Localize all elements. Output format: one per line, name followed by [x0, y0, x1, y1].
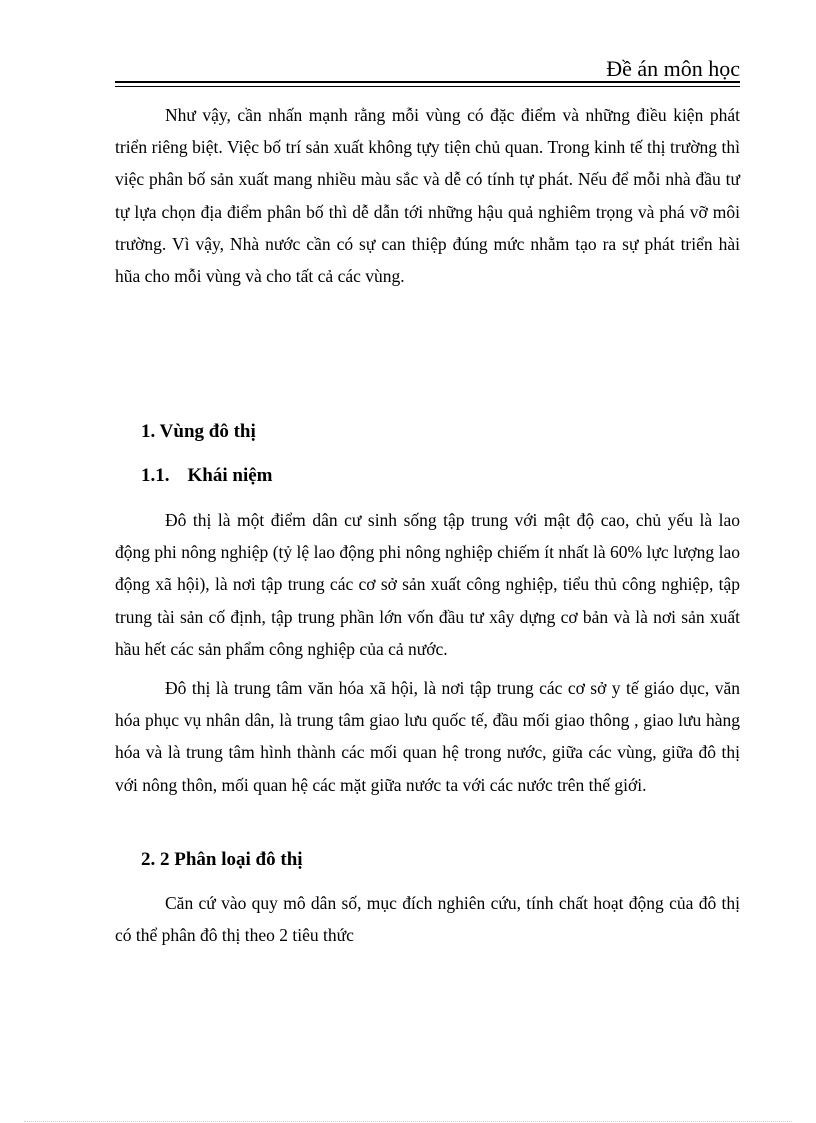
- header-rule-thick: [115, 81, 740, 83]
- paragraph-classification: Căn cứ vào quy mô dân số, mục đích nghiên cứu, tính chất hoạt động của đô thị có thể phân đô thị theo 2 tiêu thức: [115, 893, 740, 946]
- header-title: Đề án môn học: [606, 56, 740, 81]
- paragraph-intro: Như vậy, cần nhấn mạnh rằng mỗi vùng có đặc điểm và những điều kiện phát triển riêng biệt. Việc bố trí sản xuất không tựy tiện chủ quan. Trong kinh tế thị trường thì việc phân bố sản xuất mang nhiều màu sắc và dễ có tính tự phát. Nếu để mỗi nhà đầu tư tự lựa chọn địa điểm phân bố thì dễ dẫn tới những hậu quả nghiêm trọng và phá vỡ môi trường. Vì vậy, Nhà nước cần có sự can thiệp đúng mức nhằm tạo ra sự phát triển hài hũa cho mỗi vùng và cho tất cả các vùng.: [115, 105, 740, 287]
- header-rule-thin: [115, 86, 740, 87]
- paragraph-definition-1: Đô thị là một điểm dân cư sinh sống tập trung với mật độ cao, chủ yếu là lao động phi nông nghiệp (tỷ lệ lao động phi nông nghiệp chiếm ít nhất là 60% lực lượng lao động xã hội), là nơi tập trung các cơ sở sản xuất công nghiệp, tiểu thủ công nghiệp, tập trung tài sản cố định, tập trung phần lớn vốn đầu tư xây dựng cơ bản và là nơi sản xuất hầu hết các sản phẩm công nghiệp của cả nước.: [115, 510, 740, 659]
- heading-section-1-1-number: 1.1.: [141, 465, 170, 486]
- heading-section-1-1: [141, 463, 272, 489]
- paragraph-definition-2: Đô thị là trung tâm văn hóa xã hội, là nơi tập trung các cơ sở y tế giáo dục, văn hóa phục vụ nhân dân, là trung tâm giao lưu quốc tế, đầu mối giao thông , giao lưu hàng hóa và là trung tâm hình thành các mối quan hệ trong nước, giữa các vùng, giữa đô thị với nông thôn, mối quan hệ các mặt giữa nước ta với các nước trên thế giới.: [115, 678, 740, 795]
- heading-section-2-2: 2. 2 Phân loại đô thị: [141, 849, 303, 870]
- page-bottom-border: [24, 1121, 792, 1122]
- heading-section-1: 1. Vùng đô thị: [141, 421, 256, 442]
- heading-section-1-1-title: Khái niệm: [187, 465, 273, 486]
